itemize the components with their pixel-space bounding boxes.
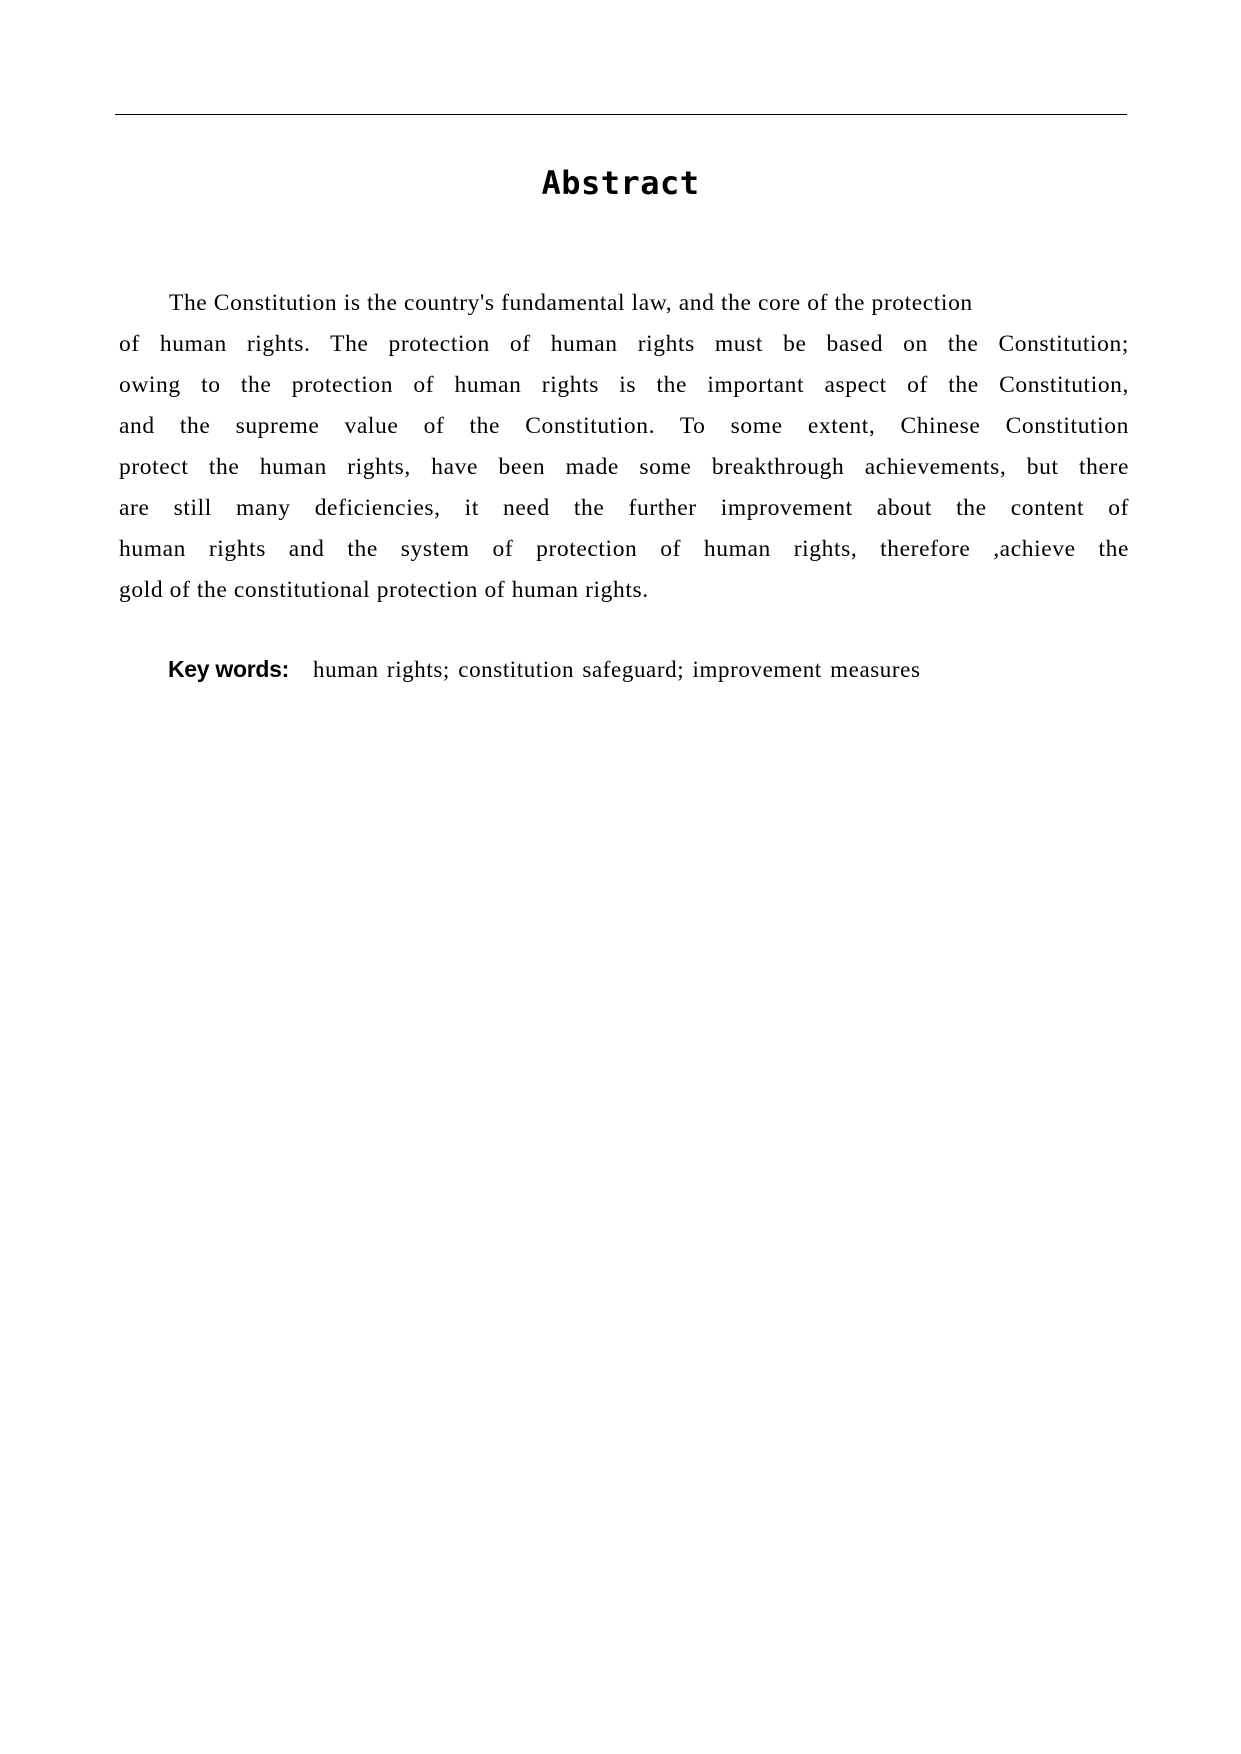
abstract-line: of human rights. The protection of human rights must be based on the Constitution;: [119, 331, 1129, 357]
abstract-body: [119, 283, 1129, 611]
abstract-line: gold of the constitutional protection of human rights.: [119, 577, 649, 603]
abstract-line: The Constitution is the country's fundamental law, and the core of the protection: [169, 290, 973, 316]
abstract-line: are still many deficiencies, it need the further improvement about the content of: [119, 495, 1129, 521]
abstract-line: owing to the protection of human rights is the important aspect of the Constitution,: [119, 372, 1129, 398]
page-title: Abstract: [541, 164, 700, 202]
header-rule: [115, 114, 1127, 115]
abstract-line: protect the human rights, have been made some breakthrough achievements, but there: [119, 454, 1129, 480]
keywords-label: Key words:: [168, 656, 289, 682]
keywords-text: human rights; constitution safeguard; improvement measures: [312, 657, 921, 682]
keywords-line: [168, 649, 921, 690]
abstract-line: and the supreme value of the Constitution. To some extent, Chinese Constitution: [119, 413, 1129, 439]
abstract-line: human rights and the system of protection of human rights, therefore ,achieve the: [119, 536, 1129, 562]
